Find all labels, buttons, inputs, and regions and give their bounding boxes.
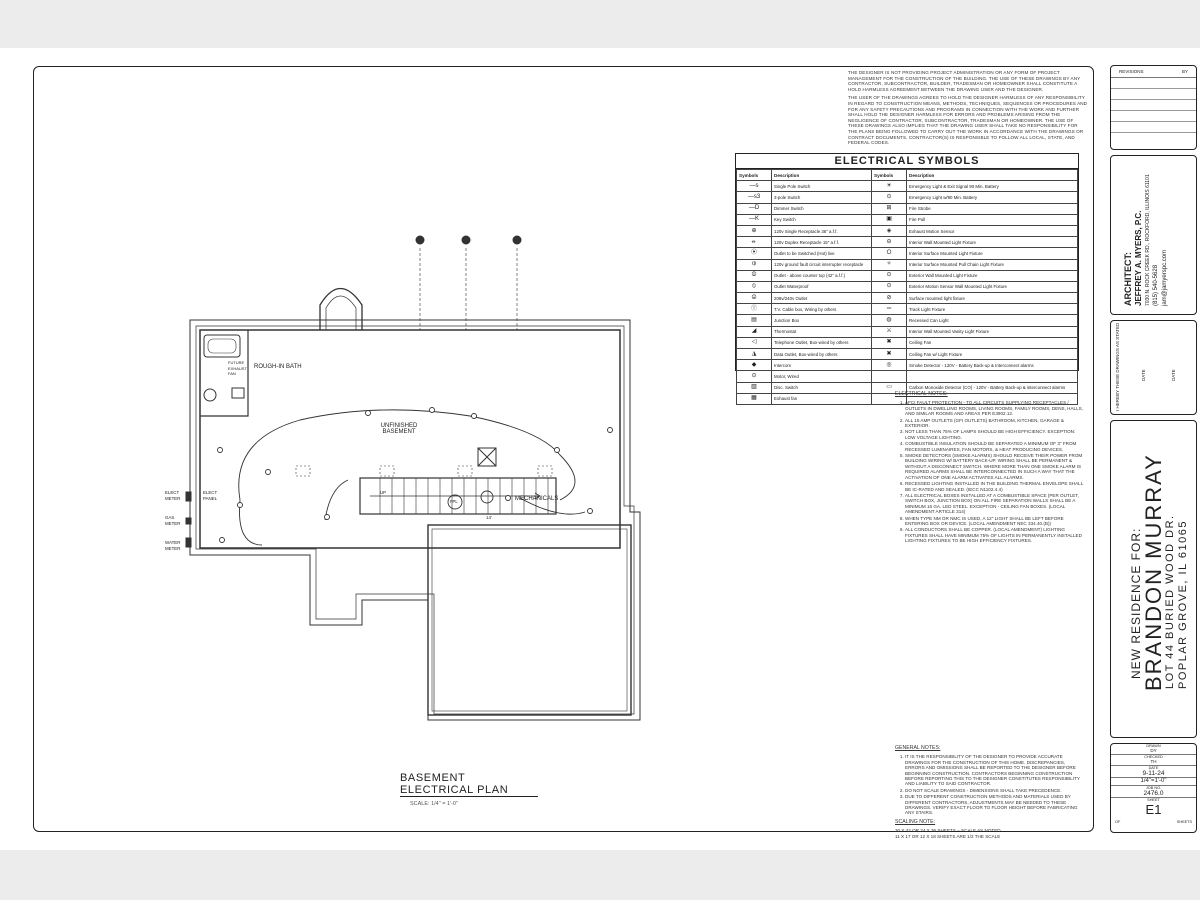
scaling-note-heading: SCALING NOTE: (895, 818, 936, 825)
label-water-meter: WATER METER (165, 540, 181, 551)
legend-symbol: Ⓣ (737, 304, 772, 315)
date-value: 9-11-24 (1142, 770, 1165, 777)
legend-description: Junction Box (772, 315, 872, 326)
stamp-date-label-2: DATE (1171, 369, 1176, 381)
legend-description-2: Emergency Light w/90 Min. Battery (907, 192, 1078, 203)
legend-symbol-2: ☀ (872, 181, 907, 192)
client-name: BRANDON MURRAY (1141, 453, 1166, 691)
electrical-note-item: 4. COMBUSTIBLE INSULATION SHOULD BE SEPARATED A MINIMUM OF 3" FROM RECESSED LUMINAIRES, FAN MOTORS, & HEAT PRODUCING DEVICES. (905, 441, 1085, 452)
legend-symbol-2 (872, 371, 907, 382)
scaling-line-1: 30 X 42 OR 24 X 36 SHEETS = SCALE AS NOTED (895, 828, 1001, 834)
legend-description: T.V. Cable box, Wiring by others (772, 304, 872, 315)
legend-description: Thermostat (772, 326, 872, 337)
legend-symbol: ▦ (737, 393, 772, 404)
legend-symbol: ◆ (737, 360, 772, 371)
new-residence-for: NEW RESIDENCE FOR: (1129, 527, 1143, 679)
legend-symbol: ⦸ (737, 281, 772, 292)
legend-symbol: ◮ (737, 349, 772, 360)
disclaimer-text (848, 70, 1088, 146)
lot-line: LOT 44 BURIED WOOD DR. (1164, 514, 1176, 689)
legend-description: 120v Single Receptacle 36" a.f.f. (772, 225, 872, 236)
architect-name: JEFFREY A. MYERS, P.C. (1134, 210, 1143, 306)
legend-row (737, 192, 1078, 203)
legend-description: Data Outlet, Box-wired by others (772, 349, 872, 360)
label-stairs-up: UP (380, 490, 387, 495)
legend-symbol-2: ⊘ (872, 293, 907, 304)
stamp-text: I HEREBY THESE DRAWINGS AS STATED (1115, 322, 1120, 411)
label-fpl: FPL (450, 499, 458, 504)
job-label: JOB NO. (1145, 786, 1162, 790)
legend-description-2: Smoke Detector - 120V - Battery Back-up & Interconnect alarms (907, 360, 1078, 371)
general-notes-heading: GENERAL NOTES: (895, 745, 941, 751)
legend-symbol: —K (737, 214, 772, 225)
general-note-item: 2. DO NOT SCALE DRAWINGS - DIMENSIONS SHALL TAKE PRECEDENCE. (905, 788, 1085, 793)
legend-header-description-2: Description (907, 170, 1078, 181)
label-elect-panel: ELECT PANEL (203, 490, 218, 501)
revisions-by-label: BY (1181, 69, 1188, 74)
legend-description: Key Switch (772, 214, 872, 225)
label-gas-meter: GAS METER (165, 515, 181, 526)
legend-symbol: ⊙ (737, 371, 772, 382)
legend-row (737, 281, 1078, 292)
legend-header-symbols: Symbols (737, 170, 772, 181)
checked-value: TH (1150, 759, 1157, 764)
legend-symbol: ⦷ (737, 270, 772, 281)
legend-symbol: ⦵ (737, 237, 772, 248)
legend-symbol-2: ✖ (872, 337, 907, 348)
legend-title: ELECTRICAL SYMBOLS (736, 154, 1078, 169)
label-future-exhaust: FUTURE EXHAUST FAN (228, 360, 247, 377)
legend-description-2: Recessed Can Light (907, 315, 1078, 326)
general-notes (895, 746, 1085, 839)
legend-symbol: ▤ (737, 315, 772, 326)
legend-symbol: ◁ (737, 337, 772, 348)
legend-symbol-2: ⊖ (872, 237, 907, 248)
label-dimension: 14' (486, 515, 492, 520)
legend-symbol-2: ◎ (872, 360, 907, 371)
legend-description: 208v/240v Outlet (772, 293, 872, 304)
legend-description: Outlet Waterproof (772, 281, 872, 292)
electrical-notes (895, 392, 1085, 545)
legend-description-2: Interior Wall Mounted Vanity Light Fixture (907, 326, 1078, 337)
legend-symbol: —s (737, 181, 772, 192)
legend-header-symbols-2: Symbols (872, 170, 907, 181)
legend-table (736, 169, 1078, 405)
legend-header-description: Description (772, 170, 872, 181)
legend-description: Exhaust fan (772, 393, 872, 404)
date-label: DATE (1148, 766, 1159, 770)
scale-value: 1/4"=1'-0" (1140, 778, 1167, 784)
architect-box (1110, 155, 1197, 315)
legend-symbol: ▧ (737, 382, 772, 393)
legend-row (737, 181, 1078, 192)
legend-description-2: Track Light Fixture (907, 304, 1078, 315)
architect-label: ARCHITECT: (1123, 252, 1133, 306)
legend-symbol: ⦿ (737, 248, 772, 259)
legend-description: Telephone Outlet, Box-wired by others (772, 337, 872, 348)
plan-scale: SCALE: 1/4" = 1'-0" (410, 801, 458, 807)
legend-symbol-2: ⚔ (872, 326, 907, 337)
legend-symbol-2: ═ (872, 304, 907, 315)
legend-symbol: —s3 (737, 192, 772, 203)
disclaimer-paragraph-1: THE DESIGNER IS NOT PROVIDING PROJECT ADMINISTRATION OR ANY FORM OF PROJECT MANAGEMENT FOR THE CONSTRUCTION OF THE BUILDING. THE USE OF THESE DRAWINGS BY ANY CONTRACTOR, SUBCONTRACTOR, BUILDER, TRADESMAN OR HOMEOWNER SHALL CONSTITUTE A HOLD HARMLESS AGREEMENT BETWEEN THE DRAWING USER AND THE DESIGNER. (848, 70, 1081, 92)
legend-description-2: Exhaust Motion Sensor (907, 225, 1078, 236)
legend-description-2: Exterior Wall Mounted Light Fixture (907, 270, 1078, 281)
legend-description: Motor, Wired (772, 371, 872, 382)
room-label-mechanicals: MECHANICALS (515, 496, 559, 502)
legend-symbol: —D (737, 203, 772, 214)
revisions-label: REVISIONS (1119, 69, 1144, 74)
checked-label: CHECKED (1144, 755, 1163, 759)
legend-row (737, 203, 1078, 214)
stamp-box (1110, 320, 1197, 415)
legend-row (737, 237, 1078, 248)
legend-symbol-2: ✖ (872, 349, 907, 360)
legend-description-2: Ceiling Fan w/ Light Fixture (907, 349, 1078, 360)
legend-description: Outlet to be Switched (Hot) live (772, 248, 872, 259)
legend-symbol-2: ⊞ (872, 203, 907, 214)
legend-symbol: ⊕ (737, 225, 772, 236)
legend-symbol-2: ✧ (872, 259, 907, 270)
of-label: OF (1115, 820, 1121, 824)
legend-description: Dimmer Switch (772, 203, 872, 214)
architect-phone: (815) 540-5628 (1153, 264, 1159, 306)
plan-title-line-2: ELECTRICAL PLAN (400, 784, 538, 797)
city-line: POPLAR GROVE, IL 61065 (1177, 520, 1189, 689)
legend-description: Intercom (772, 360, 872, 371)
electrical-note-item: 5. SMOKE DETECTORS (SMOKE ALARMS) SHOULD RECEIVE THEIR POWER FROM BUILDING WIRING W/ BATTERY BACK-UP. WIRING SHALL BE PERMANENT & WITHOUT A DISCONNECT SWITCH. WHERE MORE THAN ONE SMOKE ALARM IS REQUIRED ALARMS SHALL BE INTERCONNECTED IN SUCH A WAY THAT THE ACTIVATION OF ONE ALARM ACTIVATES ALL ALARMS. (905, 453, 1085, 480)
electrical-note-item: 3. NOT LESS THAN 75% OF LAMPS SHOULD BE HIGH EFFICIENCY. EXCEPTION: LOW VOLTAGE LIGHTING. (905, 429, 1085, 440)
legend-symbol-2: ⊙ (872, 281, 907, 292)
legend-symbol-2: ◍ (872, 315, 907, 326)
legend-symbol-2: ▣ (872, 214, 907, 225)
plan-title-line-1: BASEMENT (400, 772, 466, 784)
project-box (1110, 420, 1197, 738)
legend-row (737, 371, 1078, 382)
drawn-label: DRAWN (1146, 744, 1161, 748)
label-elect-meter: ELECT METER (165, 490, 181, 501)
legend-row (737, 214, 1078, 225)
room-label-basement: UNFINISHED BASEMENT (380, 423, 418, 435)
legend-row (737, 304, 1078, 315)
room-label-bath: ROUGH-IN BATH (254, 364, 302, 370)
general-note-item: 3. DUE TO DIFFERENT CONSTRUCTION METHODS AND MATERIALS USED BY DIFFERENT CONTRACTORS, ADJUSTMENTS MAY BE NEEDED TO THESE DRAWINGS. VERIFY EXACT FLOOR TO FLOOR HEIGHT BEFORE FABRICATING ANY STAIRS. (905, 794, 1085, 816)
legend-symbol-2: ⭘ (872, 248, 907, 259)
legend-description: Outlet - above counter top (42" a.f.f.) (772, 270, 872, 281)
general-note-item: 1. IT IS THE RESPONSIBILITY OF THE DESIGNER TO PROVIDE ACCURATE DRAWINGS FOR THE CONSTRUCTION OF THIS HOME. DISCREPANCIES, ERRORS AND OMISSIONS SHALL BE REPORTED TO THE DESIGNER BEFORE BEGINNING CONSTRUCTION. CONTRACTORS BEGINNING CONSTRUCTION BEFORE REPORTING THIS TO THE DESIGNER CONSTITUTES RESPONSIBILITY AND LIABILITY TO SAID CONTRACTOR. (905, 754, 1085, 786)
legend-description: 3-pole Switch (772, 192, 872, 203)
electrical-note-item: 1. AFCI FAULT PROTECTION - TO ALL CIRCUITS SUPPLYING RECEPTACLES / OUTLETS IN DWELLING ROOMS, LIVING ROOMS, FAMILY ROOMS, DENS, HALLS, AND SIMILAR ROOMS AND AREAS PER E3902.12. (905, 400, 1085, 416)
legend-row (737, 337, 1078, 348)
legend-row (737, 248, 1078, 259)
legend-description-2: Surface mounted light fixture (907, 293, 1078, 304)
legend-row (737, 259, 1078, 270)
scaling-line-2: 11 X 17 OR 12 X 18 SHEETS ARE 1/2 THE SCALE (895, 833, 1001, 839)
legend-description-2: Interior Surface Mounted Light Fixture (907, 248, 1078, 259)
legend-symbol: ⦶ (737, 259, 772, 270)
legend-description: Disc. Switch (772, 382, 872, 393)
electrical-note-item: 9. ALL CONDUCTORS SHALL BE COPPER. (LOCAL AMENDMENT) LIGHTING FIXTURES SHALL HAVE MINIMUM 75% OF LIGHTS IN PERMANENTLY INSTALLED LIGHTING FIXTURES TO BE HIGH EFFICIENCY FIXTURES. (905, 527, 1085, 543)
architect-email: jam@jamyerspc.com (1162, 249, 1168, 306)
electrical-notes-heading: ELECTRICAL NOTES: (895, 391, 948, 397)
legend-description-2: Ceiling Fan (907, 337, 1078, 348)
legend-symbol: ◢ (737, 326, 772, 337)
job-value: 2476.0 (1143, 790, 1164, 797)
electrical-note-item: 7. ALL ELECTRICAL BOXES INSTALLED AT A COMBUSTIBLE SPACE (PER OUTLET, SWITCH BOX, JUNCTION BOX) ON ALL FIRE SEPARATION WALLS SHALL BE A MINIMUM 16 GA. LED STEEL. EXCEPTION - CEILING FAN BOXES. (LOCAL AMENDMENT ARTICLE 314) (905, 493, 1085, 515)
legend-description-2: Interior Surface Mounted Pull Chain Light Fixture (907, 259, 1078, 270)
legend-row (737, 270, 1078, 281)
drawn-value: DY (1150, 748, 1157, 753)
legend-symbol: ⦹ (737, 293, 772, 304)
legend-symbol-2: ⊙ (872, 192, 907, 203)
legend-description-2 (907, 371, 1078, 382)
disclaimer-paragraph-2: THE USER OF THE DRAWINGS AGREES TO HOLD THE DESIGNER HARMLESS OF ANY RESPONSIBILITY IN REGARD TO CONSTRUCTION MEANS, METHODS, TECHNIQUES, SEQUENCES OR PROCEDURES AND FOR ANY SAFETY PRECAUTIONS AND PROGRAMS IN CONNECTION WITH THE WORK AND FURTHER SHALL HOLD THE DESIGNER HARMLESS FOR ERRORS AND PROBLEMS ARISING FROM THE NEGLIGENCE OF CONTRACTOR, SUBCONTRACTOR, TRADESMAN OR HOMEOWNER. THE USE OF THESE DRAWINGS ALSO IMPLIES THAT THE DRAWING USER SHALL TAKE NO RESPONSIBILITY FOR THE PLANS BEING FOLLOWED TO CARRY OUT THE WORK IN ACCORDANCE WITH THE DRAWINGS OR CONTRACT DOCUMENTS. CONTRACTOR(S) IS RESPONSIBLE TO FOLLOW ALL LOCAL, STATE, AND FEDERAL CODES. (848, 95, 1088, 146)
legend-row (737, 326, 1078, 337)
electrical-note-item: 2. ALL 15 AMP OUTLETS (GFI OUTLETS) BATHROOM, KITCHEN, GARAGE & EXTERIOR. (905, 418, 1085, 429)
legend-symbol-2: ◈ (872, 225, 907, 236)
legend-description-2: Emergency Light & Exit Signal 90 Min. Battery (907, 181, 1078, 192)
legend-description-2: Interior Wall Mounted Light Fixture (907, 237, 1078, 248)
electrical-note-item: 8. WHEN TYPE NM OR NMC IS USED, A 12" LIGHT SHALL BE LEFT BEFORE ENTERING BOX OR DEVICE. (LOCAL AMENDMENT NEC 334.40.(B)) (905, 516, 1085, 527)
legend-description-2: Fire Strobe (907, 203, 1078, 214)
stamp-date-label: DATE (1141, 369, 1146, 381)
legend-description: 120v Duplex Receptacle 15" a.f.f. (772, 237, 872, 248)
legend-row (737, 225, 1078, 236)
sheet-value: E1 (1145, 802, 1162, 817)
legend-row (737, 349, 1078, 360)
plan-title (400, 772, 538, 797)
legend-description-2: Carbon Monoxide Detector (CO) - 120V - Battery Back-up & interconnect alarms (907, 382, 1078, 393)
legend-row (737, 315, 1078, 326)
sheet-label: SHEET (1147, 798, 1160, 802)
electrical-note-item: 6. RECESSED LIGHTING INSTALLED IN THE BUILDING THERMAL ENVELOPE SHALL BE IC-RATED AND SEALED. (IECC N1102.4.4) (905, 481, 1085, 492)
legend-row (737, 360, 1078, 371)
legend-symbol-2: ▭ (872, 382, 907, 393)
legend-row (737, 293, 1078, 304)
legend-description: 120v ground fault circuit interrupter receptacle (772, 259, 872, 270)
sheet-info-box (1110, 743, 1197, 833)
legend-description-2: Fire Pull (907, 214, 1078, 225)
architect-address: 7030 N. ROCK CREEK RD., ROCKFORD, ILLINOIS 61101 (1145, 174, 1151, 306)
legend-symbol-2: ⊙ (872, 270, 907, 281)
sheets-label: SHEETS (1176, 820, 1192, 824)
revisions-box (1110, 65, 1197, 150)
legend-description-2: Exterior Motion Sensor Wall Mounted Light Fixture (907, 281, 1078, 292)
legend-description: Single Pole Switch (772, 181, 872, 192)
